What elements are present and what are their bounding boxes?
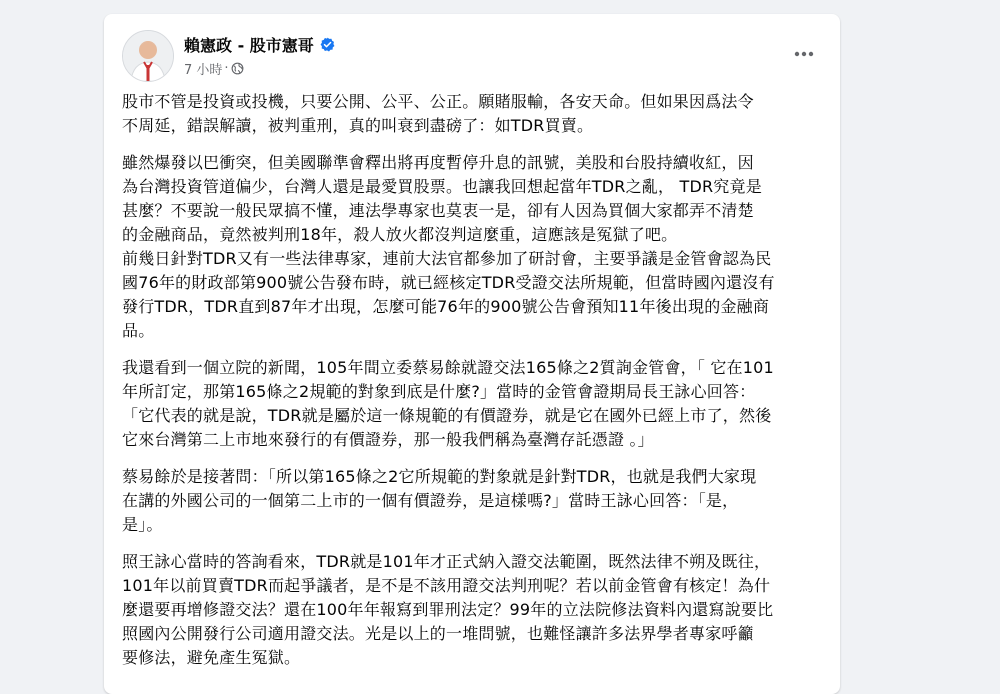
post-text-line: 國76年的財政部第900號公告發布時，就已經核定TDR受證交法所規範，但當時國內還沒有 <box>122 273 775 292</box>
verified-badge-icon <box>320 37 335 52</box>
post-text-line: 發行TDR，TDR直到87年才出現，怎麼可能76年的900號公告會預知11年後出現的金融商 <box>122 297 770 316</box>
post-text-line: 麼還要再增修證交法？還在100年年報寫到罪刑法定？99年的立法院修法資料內還寫說要比 <box>122 600 774 619</box>
more-options-icon <box>792 42 816 66</box>
post-text-line: 101年以前買賣TDR而起爭議者，是不是不該用證交法判刑呢？若以前金管會有核定！為什 <box>122 576 771 595</box>
more-options-button[interactable] <box>786 36 822 72</box>
post-paragraph <box>122 550 822 670</box>
author-name[interactable] <box>184 33 335 56</box>
meta-separator: · <box>224 61 229 76</box>
post-text-line: 我還看到一個立院的新聞，105年間立委蔡易餘就證交法165條之2質詢金管會，「 它在101 <box>122 358 774 377</box>
post-body <box>122 90 822 683</box>
post-paragraph <box>122 90 822 138</box>
avatar-image <box>123 31 173 81</box>
post-text-line: 是」。 <box>122 515 163 534</box>
post-paragraph <box>122 247 822 343</box>
post-text-line: 股市不管是投資或投機，只要公開、公平、公正。願賭服輸，各安天命。但如果因爲法令 <box>122 92 754 111</box>
post-text-line: 在講的外國公司的一個第二上市的一個有價證券，是這樣嗎?」當時王詠心回答：「是， <box>122 491 739 510</box>
post-paragraph <box>122 465 822 537</box>
post-text-line: 要修法，避免產生冤獄。 <box>122 648 301 667</box>
post-paragraph <box>122 151 822 247</box>
post-text-line: 蔡易餘於是接著問：「所以第165條之2它所規範的對象就是針對TDR，也就是我們大家現 <box>122 467 757 486</box>
post-text-line: 年所訂定，那第165條之2規範的對象到底是什麼?」當時的金管會證期局長王詠心回答： <box>122 382 756 401</box>
globe-icon[interactable] <box>231 62 244 75</box>
post-meta <box>184 59 244 78</box>
post-text-line: 為台灣投資管道偏少，台灣人還是最愛買股票。也讓我回想起當年TDR之亂， TDR究竟是 <box>122 177 762 196</box>
post-text-line: 不周延，錯誤解讀，被判重刑，真的叫衰到盡磅了：如TDR買賣。 <box>122 116 594 135</box>
post-text-line: 雖然爆發以巴衝突，但美國聯準會釋出將再度暫停升息的訊號，美股和台股持續收紅，因 <box>122 153 754 172</box>
post-text-line: 照國內公開發行公司適用證交法。光是以上的一堆問號，也難怪讓許多法界學者專家呼籲 <box>122 624 754 643</box>
post-text-line: 甚麼？不要說一般民眾搞不懂，連法學專家也莫衷一是，卻有人因為買個大家都弄不清楚 <box>122 201 754 220</box>
post-timestamp[interactable]: 7 小時 <box>184 63 223 78</box>
post-text-line: 前幾日針對TDR又有一些法律專家，連前大法官都參加了研討會，主要爭議是金管會認為民 <box>122 249 772 268</box>
post-text-line: 「它代表的就是說，TDR就是屬於這一條規範的有價證券，就是它在國外已經上市了，然後 <box>122 406 772 425</box>
post-paragraph <box>122 356 822 452</box>
post-card <box>104 14 840 694</box>
post-text-line: 品。 <box>122 321 155 340</box>
post-header <box>122 30 822 82</box>
avatar[interactable] <box>122 30 174 82</box>
post-text-line: 照王詠心當時的答詢看來，TDR就是101年才正式納入證交法範圍，既然法律不朔及既往， <box>122 552 771 571</box>
author-name-text[interactable]: 賴憲政 - 股市憲哥 <box>184 36 314 55</box>
post-text-line: 它來台灣第二上市地來發行的有價證券，那一般我們稱為臺灣存託憑證 。」 <box>122 430 654 449</box>
post-text-line: 的金融商品，竟然被判刑18年，殺人放火都沒判這麼重，這應該是冤獄了吧。 <box>122 225 678 244</box>
